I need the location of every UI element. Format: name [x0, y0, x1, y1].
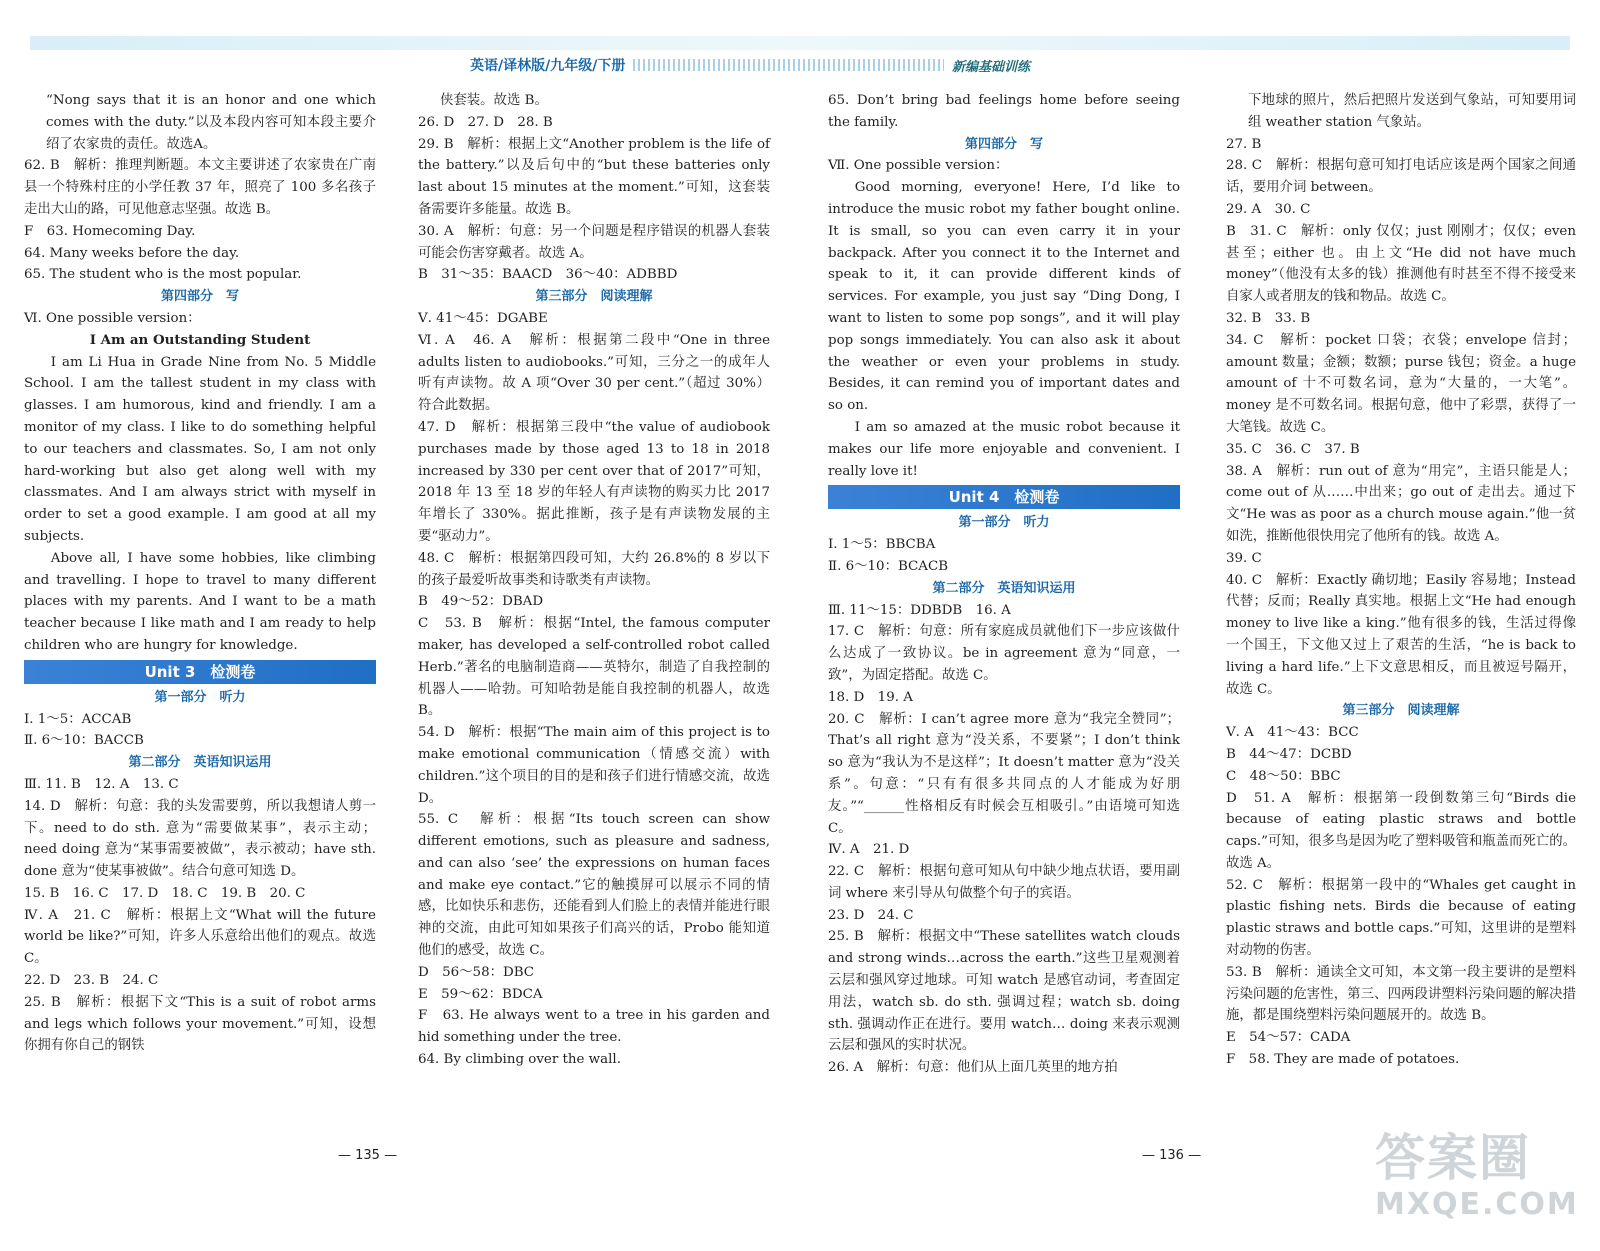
- section-heading: 第二部分 英语知识运用: [128, 755, 272, 771]
- answer-item: 26. A 解析：句意：他们从上面几英里的地方拍: [828, 1060, 1118, 1076]
- header-dotted-rule: [633, 59, 944, 71]
- unit-banner: Unit 3 检测卷: [24, 660, 376, 684]
- answer-item: C 48～50：BBC: [1226, 768, 1341, 784]
- answer-item: 17. C 解析：句意：所有家庭成员就他们下一步应该做什么达成了一致协议。be in agreement 意为“同意，一致”，为固定搭配。故选 C。: [828, 624, 1180, 683]
- answer-item: Ⅰ. 1～5：BBCBA: [828, 537, 936, 553]
- answer-item: D 56～58：DBC: [418, 964, 535, 980]
- answer-item: F 58. They are made of potatoes.: [1226, 1052, 1460, 1068]
- answer-item: Ⅴ. 41～45：DGABE: [418, 310, 548, 326]
- watermark-text: 答案圈: [1375, 1129, 1531, 1187]
- answer-item: Ⅰ. 1～5：ACCAB: [24, 711, 132, 727]
- section-heading: 第三部分 阅读理解: [535, 289, 653, 305]
- answer-item: B 31. C 解析：only 仅仅；just 刚刚才；仅仅；even 甚至；either 也。由上文“He did not have much money”（他没有太多的钱）推测他有时甚至不得不接受来自家人或者朋友的钱和物品。故选 C。: [1226, 223, 1576, 305]
- answer-item: 29. A 30. C: [1226, 201, 1311, 217]
- answer-paragraph: “Nong says that it is an honor and one which comes with the duty.”以及本段内容可知本段主要介绍了农家贵的责任。故选A。: [46, 93, 376, 152]
- answer-item: 30. A 解析：句意：另一个问题是程序错误的机器人套装可能会伤害穿戴者。故选 A。: [418, 223, 770, 261]
- right-page-column-1: [828, 90, 1180, 1079]
- answer-item: 54. D 解析：根据“The main aim of this project is to make emotional communication（情感交流）with children.”这个项目的目的是和孩子们进行情感交流，故选 D。: [418, 725, 770, 806]
- answer-item: 29. B 解析：根据上文“Another problem is the life of the battery.”以及后句中的“but these batteries only last about 15 minutes at the moment.”可知，这套装备需要许多能量。故选 B。: [418, 136, 770, 217]
- answer-item: 55. C 解析：根据“Its touch screen can show different emotions, such as pleasure and sadness, and can also ‘see’ the expressions on human faces and make eye contact.”它的触摸屏可以展示不同的情感，比如快乐和悲伤，还能看到人们脸上的表情并能进行眼神的交流，由此可知如果孩子们高兴的话，Probo 能知道他们的感受，故选 C。: [418, 812, 770, 959]
- left-page-column-2: [418, 90, 770, 1071]
- series-brand: 新编基础训练: [951, 59, 1030, 75]
- answer-item: 14. D 解析：句意：我的头发需要剪，所以我想请人剪一下。need to do sth. 意为“需要做某事”，表示主动；need doing 意为“某事需要被做”，表示被动；have sth. done 意为“使某事被做”。结合句意可知选 D。: [24, 798, 376, 880]
- answer-item: 25. B 解析：根据文中“These satellites watch clouds and strong winds…across the earth.”这些卫星观测着云层和强风穿过地球。可知 watch 是感官动词，考查固定用法，watch sb. do sth. 强调过程；watch sb. doing sth. 强调动作正在进行。要用 watch… doing 来表示观测云层和强风的实时状况。: [828, 929, 1180, 1054]
- answer-item: F 63. He always went to a tree in his garden and hid something under the tree.: [418, 1008, 770, 1046]
- answer-item: 35. C 36. C 37. B: [1226, 441, 1360, 457]
- right-page-column-2: [1226, 90, 1576, 1071]
- answer-item: B 31～35：BAACD 36～40：ADBBD: [418, 267, 678, 283]
- answer-item: 20. C 解析：I can’t agree more 意为“我完全赞同”；That’s all right 意为“没关系，不要紧”；I don’t think so 意为“我认为不是这样”；It doesn’t matter 意为“没关系”。句意：“只有有很多共同点的人才能成为好朋友。”“______性格相反有时候会互相吸引。”由语境可知选 C。: [828, 711, 1180, 836]
- answer-item: B 49～52：DBAD: [418, 594, 544, 610]
- essay-paragraph: Above all, I have some hobbies, like climbing and travelling. I hope to travel to many different places with my parents. And I want to be a math teacher because I like math and I am ready to help children who are hungry for knowledge.: [24, 550, 376, 653]
- answer-item: 18. D 19. A: [828, 689, 913, 705]
- answer-item: 65. The student who is the most popular.: [24, 267, 302, 283]
- answer-item: 22. C 解析：根据句意可知从句中缺少地点状语，要用副词 where 来引导从句做整个句子的宾语。: [828, 864, 1180, 901]
- answer-item: 34. C 解析：pocket 口袋；衣袋；envelope 信封；amount 数量；金额；数额；purse 钱包；资金。a huge amount of 十不可数名词，意为“大量的，一大笔”。money 是不可数名词。根据句意，他中了彩票，获得了一大笔钱。故选 C。: [1226, 332, 1576, 435]
- book-title: 英语/译林版/九年级/下册: [470, 58, 626, 74]
- answer-item: C 53. B 解析：根据“Intel, the famous computer maker, has developed a self-controlled robot called Herb.”著名的电脑制造商——英特尔，制造了自我控制的机器人——哈勃。可知哈勃是能自我控制的机器人，故选 B。: [418, 616, 770, 719]
- answer-item: 25. B 解析：根据下文“This is a suit of robot arms and legs which follows your movement.”可知，设想你拥有你自己的钢铁: [24, 994, 376, 1054]
- answer-item: Ⅱ. 6～10：BACCB: [24, 733, 144, 749]
- answer-item: 39. C: [1226, 550, 1262, 566]
- answer-item: Ⅳ. A 21. D: [828, 842, 910, 858]
- answer-item: 65. Don’t bring bad feelings home before seeing the family.: [828, 93, 1180, 130]
- answer-item: Ⅴ. A 41～43：BCC: [1226, 725, 1359, 741]
- watermark-url: MXQE.COM: [1375, 1187, 1579, 1222]
- answer-item: 40. C 解析：Exactly 确切地；Easily 容易地；Instead 代替；反而；Really 真实地。根据上文“He had enough money to live like a king.”他有很多的钱，生活过得像一个国王，下文他又过上了艰苦的生活，“he is back to living a hard life.”上下文意思相反，而且被逗号隔开，故选 C。: [1226, 572, 1576, 697]
- answer-paragraph: 下地球的照片，然后把照片发送到气象站，可知要用词组 weather station 气象站。: [1248, 93, 1576, 130]
- answer-item: 53. B 解析：通读全文可知，本文第一段主要讲的是塑料污染问题的危害性，第三、四两段讲塑料污染问题的解决措施，都是围绕塑料污染问题展开的。故选 B。: [1226, 964, 1576, 1024]
- answer-item: Ⅱ. 6～10：BCACB: [828, 558, 949, 574]
- top-color-band: [30, 36, 1570, 50]
- answer-item: E 54～57：CADA: [1226, 1030, 1351, 1046]
- page-number-right: — 136 —: [1142, 1148, 1202, 1163]
- section-heading: 第一部分 听力: [154, 689, 246, 705]
- essay-paragraph: Good morning, everyone! Here, I’d like to introduce the music robot my father bought online. It is small, so you can even carry it in your backpack. After you connect it to the Internet and speak to it, it can provide different kinds of services. For example, you just say “Ding Dong, I want to listen to some pop songs”, and it will play pop songs immediately. You can also ask it about the weather or even your problems in study. Besides, it can remind you of important dates and so on.: [828, 180, 1180, 414]
- answer-item: 52. C 解析：根据第一段中的“Whales get caught in plastic fishing nets. Birds die because of eating plastic straws and bottle caps.”可知，这里讲的是塑料对动物的伤害。: [1226, 877, 1576, 959]
- answer-item: 38. A 解析：run out of 意为“用完”，主语只能是人；come out of 从……中出来；go out of 走出去。通过下文“He was as poor as a church mouse again.”他一贫如洗，推断他很快用完了他所有的钱。故选 A。: [1226, 463, 1576, 544]
- answer-item: 64. By climbing over the wall.: [418, 1052, 621, 1068]
- answer-item: Ⅶ. One possible version：: [828, 158, 1009, 174]
- section-heading: 第四部分 写: [964, 136, 1043, 152]
- essay-paragraph: I am so amazed at the music robot because it makes our life more enjoyable and convenient. I really love it!: [828, 419, 1180, 479]
- running-header: [470, 54, 1030, 76]
- essay-paragraph: I am Li Hua in Grade Nine from No. 5 Middle School. I am the tallest student in my class with glasses. I am humorous, kind and friendly. I am a monitor of my class. I like to do something helpful to our teachers and classmates. So, I am not only hard-working but also get along well with my classmates. And I am always strict with myself in order to set a good example. I am good at all my subjects.: [24, 354, 376, 544]
- answer-item: Ⅳ. A 21. C 解析：根据上文“What will the future world be like?”可知，许多人乐意给出他们的观点。故选 C。: [24, 907, 376, 967]
- answer-item: E 59～62：BDCA: [418, 986, 543, 1002]
- answer-item: 48. C 解析：根据第四段可知，大约 26.8%的 8 岁以下的孩子最爱听故事类和诗歌类有声读物。: [418, 550, 770, 588]
- watermark-logo: [1375, 1128, 1579, 1238]
- answer-item: 23. D 24. C: [828, 907, 914, 923]
- answer-item: 15. B 16. C 17. D 18. C 19. B 20. C: [24, 885, 306, 901]
- answer-item: 47. D 解析：根据第三段中“the value of audiobook purchases made by those aged 13 to 18 in 2018 increased by 330 per cent over that of 2017”可知，2018 年 13 至 18 岁的年轻人有声读物的购买力比 2017 年增长了 330%。据此推断，孩子是有声读物发展的主要“驱动力”。: [418, 419, 770, 544]
- answer-item: 28. C 解析：根据句意可知打电话应该是两个国家之间通话，要用介词 between。: [1226, 158, 1576, 196]
- answer-item: 27. B: [1226, 136, 1262, 152]
- answer-item: F 63. Homecoming Day.: [24, 223, 196, 239]
- section-heading: 第四部分 写: [160, 289, 239, 305]
- left-page-column-1: [24, 90, 376, 1057]
- essay-title: I Am an Outstanding Student: [89, 331, 311, 348]
- answer-item: 64. Many weeks before the day.: [24, 245, 240, 261]
- page-number-left: — 135 —: [338, 1148, 398, 1163]
- section-heading: 第一部分 听力: [958, 515, 1050, 531]
- answer-item: D 51. A 解析：根据第一段倒数第三句“Birds die because of eating plastic straws and bottle caps.”可知，很多鸟是因为吃了塑料吸管和瓶盖而死亡的。故选 A。: [1226, 790, 1577, 871]
- answer-paragraph: 侠套装。故选 B。: [440, 93, 548, 108]
- answer-item: Ⅵ. A 46. A 解析：根据第二段中“One in three adults listen to audiobooks.”可知，三分之一的成年人听有声读物。故 A 项“Over 30 per cent.”（超过 30%）符合此数据。: [418, 332, 770, 414]
- section-heading: 第三部分 阅读理解: [1342, 703, 1460, 719]
- answer-item: 26. D 27. D 28. B: [418, 114, 553, 130]
- answer-item: 32. B 33. B: [1226, 310, 1311, 326]
- answer-item: Ⅲ. 11. B 12. A 13. C: [24, 776, 179, 792]
- section-heading: 第二部分 英语知识运用: [932, 580, 1076, 596]
- answer-item: B 44～47：DCBD: [1226, 746, 1352, 762]
- answer-item: Ⅵ. One possible version：: [24, 310, 201, 326]
- answer-item: 62. B 解析：推理判断题。本文主要讲述了农家贵在广南县一个特殊村庄的小学任教 37 年，照亮了 100 多名孩子走出大山的路，可见他意志坚强。故选 B。: [24, 158, 376, 217]
- unit-banner: Unit 4 检测卷: [828, 485, 1180, 509]
- answer-item: 22. D 23. B 24. C: [24, 973, 159, 989]
- answer-item: Ⅲ. 11～15：DDBDB 16. A: [828, 602, 1011, 618]
